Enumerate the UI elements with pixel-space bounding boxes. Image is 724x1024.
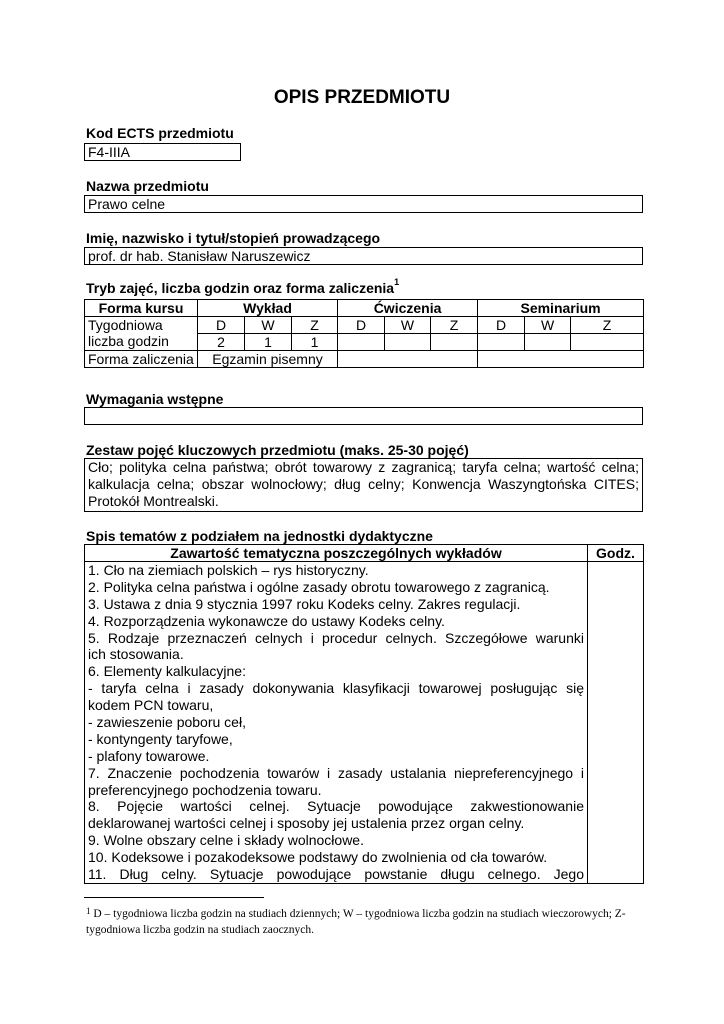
topic-line: preferencyjnego pochodzenia towaru. (88, 781, 322, 798)
hours-cell (478, 334, 525, 351)
concepts-field: Cło; polityka celna państwa; obrót towarowy z zagranicą; taryfa celna; wartość celna; kalkulacja celna; obszar wolnocłowy; dług celny; Konwencja Waszyngtońska CITES; Protokół Montrealski. (84, 458, 643, 512)
assessment-label: Forma zaliczenia (85, 351, 198, 368)
topics-table (84, 544, 644, 884)
topics-hours-header: Godz. (588, 545, 644, 562)
sub-header: Z (431, 317, 478, 334)
topic-line: - kontyngenty taryfowe, (88, 730, 233, 747)
sub-header: W (245, 317, 292, 334)
topic-line: deklarowanej wartości celnej i sposoby jej ustalenia przez organ celny. (88, 815, 525, 832)
topic-line: 11. Dług celny. Sytuacje powodujące powstanie długu celnego. Jego (88, 866, 584, 883)
topic-line: 3. Ustawa z dnia 9 stycznia 1997 roku Kodeks celny. Zakres regulacji. (88, 595, 521, 612)
concepts-label: Zestaw pojęć kluczowych przedmiotu (maks. 25-30 pojęć) (86, 442, 469, 458)
lecturer-field: prof. dr hab. Stanisław Naruszewicz (84, 247, 643, 265)
course-name-field: Prawo celne (84, 195, 643, 213)
hours-cell (525, 334, 571, 351)
topic-line: kodem PCN towaru, (88, 697, 214, 714)
topics-content-header: Zawartość tematyczna poszczególnych wykładów (85, 545, 588, 562)
hours-cell: 1 (292, 334, 338, 351)
hours-cell (385, 334, 431, 351)
footnote-separator (84, 897, 264, 898)
weekly-hours-label: Tygodniowa liczba godzin (85, 317, 198, 351)
sub-header: Z (571, 317, 644, 334)
sub-header: Z (292, 317, 338, 334)
topic-line: 4. Rozporządzenia wykonawcze do ustawy Kodeks celny. (88, 612, 445, 629)
course-mode-table (84, 299, 644, 368)
header-cwiczenia: Ćwiczenia (338, 300, 478, 317)
topic-line: 1. Cło na ziemiach polskich – rys historyczny. (88, 562, 369, 578)
topic-line: - zawieszenie poboru ceł, (88, 714, 246, 731)
footnote-number: 1 (86, 906, 91, 916)
sub-header: W (525, 317, 571, 334)
header-forma-kursu: Forma kursu (85, 300, 198, 317)
topic-line: 9. Wolne obszary celne i składy wolnocłowe. (88, 832, 364, 849)
topic-line: 10. Kodeksowe i pozakodeksowe podstawy do zwolnienia od cła towarów. (88, 849, 548, 866)
footnote-text: D – tygodniowa liczba godzin na studiach dziennych; W – tygodniowa liczba godzin na studiach wieczorowych; Z- tygodniowa liczba godzin na studiach zaocznych. (86, 908, 626, 936)
topic-line: 2. Polityka celna państwa i ogólne zasady obrotu towarowego z zagranicą. (88, 578, 550, 595)
hours-cell: 1 (245, 334, 292, 351)
hours-cell (431, 334, 478, 351)
header-wyklad: Wykład (198, 300, 338, 317)
hours-cell (571, 334, 644, 351)
topics-content-cell (85, 562, 588, 884)
assessment-lecture: Egzamin pisemny (198, 351, 338, 368)
sub-header: W (385, 317, 431, 334)
topic-line: 8. Pojęcie wartości celnej. Sytuacje powodujące zakwestionowanie (88, 798, 584, 815)
mode-label: Tryb zajęć, liczba godzin oraz forma zaliczenia$^1$ (86, 277, 400, 296)
sub-header: D (198, 317, 245, 334)
hours-cell (338, 334, 385, 351)
ects-field: F4-IIIA (84, 143, 241, 161)
page-title: OPIS PRZEDMIOTU (273, 87, 451, 108)
header-seminarium: Seminarium (478, 300, 644, 317)
topics-label: Spis tematów z podziałem na jednostki dydaktyczne (86, 528, 433, 544)
ects-label: Kod ECTS przedmiotu (86, 125, 234, 141)
prerequisites-label: Wymagania wstępne (86, 391, 224, 407)
prerequisites-field (84, 407, 643, 425)
sub-header: D (478, 317, 525, 334)
footnote-mark: 1 (394, 277, 400, 287)
course-name-label: Nazwa przedmiotu (86, 178, 209, 194)
hours-cell: 2 (198, 334, 245, 351)
topic-line: 6. Elementy kalkulacyjne: (88, 663, 246, 680)
topic-line: - taryfa celna i zasady dokonywania klasyfikacji towarowej posługując się (88, 680, 584, 697)
sub-header: D (338, 317, 385, 334)
topic-line: 5. Rodzaje przeznaczeń celnych i procedur celnych. Szczegółowe warunki (88, 629, 584, 646)
assessment-seminar (478, 351, 644, 368)
footnote (86, 906, 646, 938)
topic-line: ich stosowania. (88, 646, 184, 663)
topics-hours-cell (588, 562, 644, 884)
topic-line: 7. Znaczenie pochodzenia towarów i zasady ustalania niepreferencyjnego i (88, 764, 584, 781)
assessment-exercises (338, 351, 478, 368)
lecturer-label: Imię, nazwisko i tytuł/stopień prowadzącego (86, 230, 381, 246)
topic-line: - plafony towarowe. (88, 747, 210, 764)
